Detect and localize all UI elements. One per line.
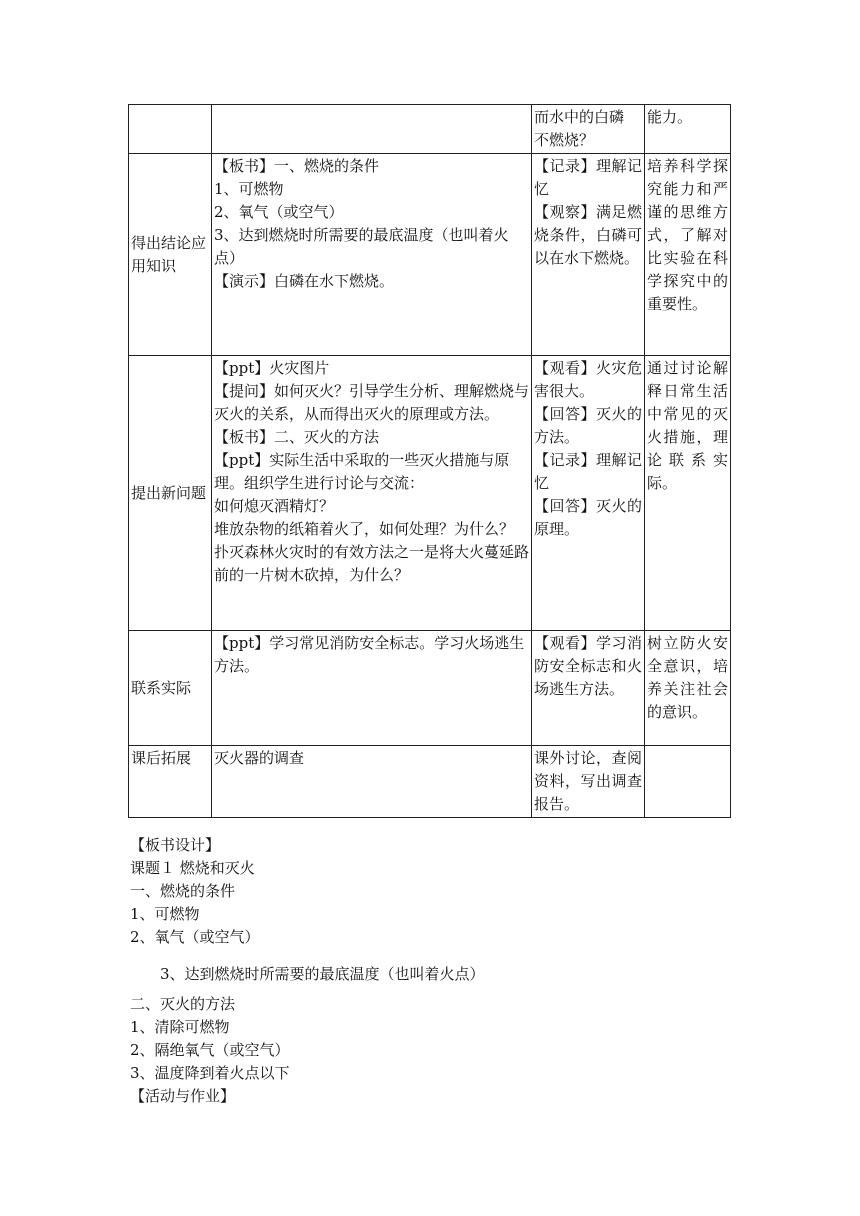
list-item: 3、达到燃烧时所需要的最底温度（也叫着火点） — [160, 965, 485, 983]
board-design-heading: 【板书设计】 — [130, 836, 221, 854]
student-cell: 【观看】学习消防安全标志和火场逃生方法。 — [532, 631, 645, 746]
intent-cell: 培养科学探究能力和严谨的思维方式，了解对比实验在科学探究中的重要性。 — [645, 154, 731, 356]
stage-cell: 得出结论应用知识 — [129, 154, 212, 356]
stage-cell: 联系实际 — [129, 631, 212, 746]
intent-cell — [645, 746, 731, 818]
student-cell: 【记录】理解记忆 【观察】满足燃烧条件，白磷可以在水下燃烧。 — [532, 154, 645, 356]
student-cell: 【观看】火灾危害很大。 【回答】灭火的方法。 【记录】理解记忆 【回答】灭火的原理。 — [532, 356, 645, 631]
student-cell: 而水中的白磷 不燃烧？ — [532, 105, 645, 154]
intent-cell: 树立防火安全意识，培养关注社会的意识。 — [645, 631, 731, 746]
intent-cell: 能力。 — [645, 105, 731, 154]
teacher-cell: 【ppt】学习常见消防安全标志。学习火场逃生方法。 — [212, 631, 532, 746]
lesson-table — [128, 104, 731, 818]
stage-cell: 提出新问题 — [129, 356, 212, 631]
table-row — [129, 631, 731, 746]
activity-heading: 【活动与作业】 — [130, 1087, 236, 1105]
list-item: 1、清除可燃物 — [130, 1018, 230, 1036]
list-item: 1、可燃物 — [130, 905, 200, 923]
part-heading: 二、灭火的方法 — [130, 995, 236, 1013]
list-item: 2、隔绝氧气（或空气） — [130, 1041, 290, 1059]
board-design-section — [130, 834, 485, 1108]
stage-cell — [129, 105, 212, 154]
teacher-cell: 【ppt】火灾图片 【提问】如何灭火？引导学生分析、理解燃烧与灭火的关系，从而得出灭火的原理或方法。 【板书】二、灭火的方法 【ppt】实际生活中采取的一些灭火措施与原理。组织学生进行讨论与交流： 如何熄灭酒精灯？ 堆放杂物的纸箱着火了，如何处理？为什么？ 扑灭森林火灾时的有效方法之一是将大火蔓延路前的一片树木砍掉，为什么？ — [212, 356, 532, 631]
table-row — [129, 105, 731, 154]
teacher-cell — [212, 105, 532, 154]
list-item: 3、温度降到着火点以下 — [130, 1064, 290, 1082]
table-row — [129, 154, 731, 356]
table-row — [129, 746, 731, 818]
teacher-cell: 【板书】一、燃烧的条件 1、可燃物 2、氧气（或空气） 3、达到燃烧时所需要的最底温度（也叫着火点） 【演示】白磷在水下燃烧。 — [212, 154, 532, 356]
student-cell: 课外讨论，查阅资料，写出调查报告。 — [532, 746, 645, 818]
teacher-cell: 灭火器的调查 — [212, 746, 532, 818]
intent-cell: 通过讨论解释日常生活中常见的灭火措施，理论联系实际。 — [645, 356, 731, 631]
part-heading: 一、燃烧的条件 — [130, 882, 236, 900]
list-item: 2、氧气（或空气） — [130, 928, 260, 946]
lesson-title: 课题１ 燃烧和灭火 — [130, 859, 255, 877]
stage-cell: 课后拓展 — [129, 746, 212, 818]
table-row — [129, 356, 731, 631]
